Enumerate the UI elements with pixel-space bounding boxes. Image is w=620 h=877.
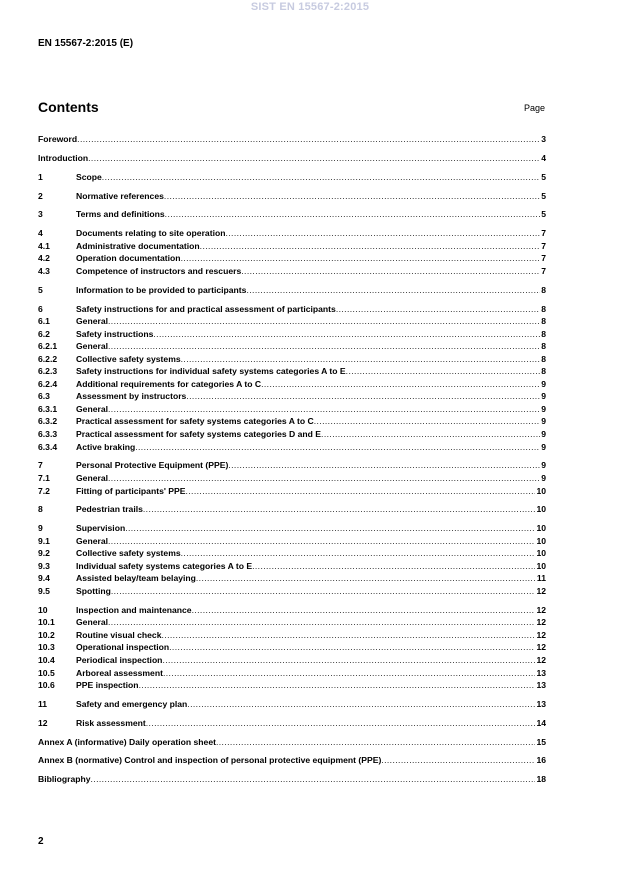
- toc-entry-number: 1: [38, 171, 43, 182]
- toc-entry-number: 10.4: [38, 654, 55, 665]
- toc-entry-title: Assisted belay/team belaying: [76, 573, 196, 584]
- toc-entry-number: 4.3: [38, 265, 50, 276]
- toc-entry-title: Annex B (normative) Control and inspection of personal protective equipment (PPE): [38, 755, 382, 766]
- toc-dot-leader: [216, 736, 535, 749]
- toc-entry-page: 15: [536, 736, 546, 747]
- toc-entry-page: 16: [536, 755, 546, 766]
- toc-entry[interactable]: [38, 717, 546, 730]
- toc-entry[interactable]: [38, 535, 546, 548]
- toc-entry-page: 10: [536, 535, 546, 546]
- toc-entry[interactable]: [38, 328, 546, 341]
- contents-heading: Contents: [38, 99, 99, 115]
- toc-entry-title: Safety instructions for and practical assessment of participants: [76, 303, 336, 314]
- toc-entry-title: Competence of instructors and rescuers: [76, 265, 242, 276]
- toc-dot-leader: [108, 403, 540, 416]
- toc-entry-page: 8: [541, 328, 546, 339]
- toc-entry-title: Spotting: [76, 585, 111, 596]
- toc-dot-leader: [163, 667, 536, 680]
- toc-entry-page: 5: [541, 209, 546, 220]
- toc-dot-leader: [108, 616, 535, 629]
- toc-dot-leader: [77, 133, 540, 146]
- toc-entry-title: Practical assessment for safety systems categories A to C: [76, 416, 314, 427]
- toc-dot-leader: [192, 604, 536, 617]
- toc-entry-number: 6.2.3: [38, 366, 58, 377]
- toc-entry[interactable]: [38, 227, 546, 240]
- toc-entry-title: Terms and definitions: [76, 209, 165, 220]
- toc-entry-title: Pedestrian trails: [76, 504, 143, 515]
- toc-dot-leader: [181, 547, 536, 560]
- toc-entry-page: 9: [541, 391, 546, 402]
- toc-entry-number: 10.5: [38, 667, 55, 678]
- toc-entry-page: 10: [536, 548, 546, 559]
- toc-entry-number: 4.1: [38, 240, 50, 251]
- toc-entry[interactable]: [38, 441, 546, 454]
- toc-entry-number: 6.3: [38, 391, 50, 402]
- toc-entry[interactable]: [38, 303, 546, 316]
- toc-dot-leader: [381, 754, 535, 767]
- toc-entry[interactable]: [38, 547, 546, 560]
- toc-entry-number: 10.1: [38, 617, 55, 628]
- toc-entry-page: 12: [536, 642, 546, 653]
- toc-entry[interactable]: [38, 560, 546, 573]
- toc-entry-number: 9.4: [38, 573, 50, 584]
- toc-entry-title: Individual safety systems categories A to E: [76, 560, 253, 571]
- toc-entry-number: 6.2.1: [38, 341, 58, 352]
- toc-entry-title: Annex A (informative) Daily operation sheet: [38, 736, 216, 747]
- toc-dot-leader: [187, 698, 535, 711]
- toc-entry-page: 7: [541, 228, 546, 239]
- toc-entry-title: General: [76, 617, 109, 628]
- toc-entry-page: 7: [541, 265, 546, 276]
- toc-dot-leader: [346, 365, 541, 378]
- toc-entry-page: 9: [541, 429, 546, 440]
- toc-entry-title: General: [76, 535, 109, 546]
- toc-entry-page: 8: [541, 303, 546, 314]
- toc-entry-title: Foreword: [38, 134, 78, 144]
- toc-dot-leader: [143, 503, 536, 516]
- toc-dot-leader: [321, 428, 540, 441]
- toc-dot-leader: [108, 472, 540, 485]
- toc-dot-leader: [135, 441, 540, 454]
- toc-entry-page: 4: [541, 152, 546, 163]
- toc-entry-title: Operation documentation: [76, 253, 181, 264]
- toc-entry-title: Bibliography: [38, 774, 91, 785]
- toc-entry-page: 8: [541, 366, 546, 377]
- toc-entry[interactable]: [38, 240, 546, 253]
- toc-dot-leader: [108, 340, 540, 353]
- toc-entry[interactable]: [38, 616, 546, 629]
- toc-entry-page: 10: [536, 504, 546, 515]
- toc-entry[interactable]: [38, 315, 546, 328]
- toc-entry-number: 4.2: [38, 253, 50, 264]
- toc-entry[interactable]: [38, 485, 546, 498]
- toc-entry-page: 12: [536, 617, 546, 628]
- toc-dot-leader: [241, 265, 540, 278]
- toc-entry[interactable]: [38, 390, 546, 403]
- toc-entry-number: 9.1: [38, 535, 50, 546]
- toc-entry-number: 6: [38, 303, 43, 314]
- toc-entry-page: 8: [541, 316, 546, 327]
- toc-entry-title: Information to be provided to participants: [76, 284, 247, 295]
- toc-entry-number: 9: [38, 523, 43, 534]
- toc-dot-leader: [111, 585, 536, 598]
- toc-entry-number: 6.3.1: [38, 403, 58, 414]
- toc-entry-page: 8: [541, 353, 546, 364]
- toc-entry[interactable]: [38, 585, 546, 598]
- toc-entry-title: Collective safety systems: [76, 353, 181, 364]
- toc-dot-leader: [108, 535, 535, 548]
- toc-entry-page: 12: [536, 654, 546, 665]
- toc-entry-number: 6.2: [38, 328, 50, 339]
- toc-entry-page: 12: [536, 629, 546, 640]
- toc-entry-title: Safety instructions: [76, 328, 154, 339]
- toc-entry-page: 9: [541, 416, 546, 427]
- toc-dot-leader: [108, 315, 540, 328]
- toc-entry[interactable]: [38, 152, 546, 165]
- toc-entry[interactable]: [38, 572, 546, 585]
- toc-entry[interactable]: [38, 698, 546, 711]
- toc-dot-leader: [91, 773, 536, 786]
- toc-dot-leader: [225, 227, 540, 240]
- toc-entry-title: Arboreal assessment: [76, 667, 163, 678]
- toc-entry[interactable]: [38, 353, 546, 366]
- toc-dot-leader: [196, 572, 536, 585]
- toc-dot-leader: [314, 415, 541, 428]
- toc-entry[interactable]: [38, 641, 546, 654]
- watermark: SIST EN 15567-2:2015: [250, 1, 370, 13]
- toc-entry-number: 4: [38, 228, 43, 239]
- toc-dot-leader: [162, 654, 535, 667]
- toc-entry-number: 6.2.2: [38, 353, 58, 364]
- toc-entry[interactable]: [38, 503, 546, 516]
- toc-entry-number: 10.3: [38, 642, 55, 653]
- toc-dot-leader: [153, 328, 540, 341]
- toc-entry-title: Operational inspection: [76, 642, 170, 653]
- toc-entry-number: 11: [38, 698, 48, 709]
- toc-entry-number: 10.6: [38, 680, 55, 691]
- toc-entry-title: Inspection and maintenance: [76, 604, 192, 615]
- toc-entry[interactable]: [38, 190, 546, 203]
- toc-entry-title: Safety and emergency plan: [76, 698, 188, 709]
- toc-entry[interactable]: [38, 736, 546, 749]
- toc-entry-number: 2: [38, 190, 43, 201]
- toc-entry-page: 12: [536, 604, 546, 615]
- toc-entry-title: Additional requirements for categories A to C: [76, 378, 262, 389]
- toc-entry-title: Active braking: [76, 441, 136, 452]
- toc-entry-number: 12: [38, 717, 48, 728]
- toc-entry[interactable]: [38, 667, 546, 680]
- toc-entry-page: 12: [536, 585, 546, 596]
- toc-entry-page: 9: [541, 403, 546, 414]
- toc-entry-number: 6.1: [38, 316, 50, 327]
- toc-entry-title: Fitting of participants' PPE: [76, 485, 186, 496]
- toc-entry[interactable]: [38, 629, 546, 642]
- toc-entry-number: 7.2: [38, 485, 50, 496]
- toc-entry-page: 10: [536, 523, 546, 534]
- toc-entry[interactable]: [38, 265, 546, 278]
- page-column-label: Page: [523, 103, 545, 113]
- toc-entry-title: Assessment by instructors: [76, 391, 187, 402]
- toc-entry-title: Supervision: [76, 523, 126, 534]
- toc-entry-number: 6.3.2: [38, 416, 58, 427]
- toc-entry[interactable]: [38, 773, 546, 786]
- toc-entry-number: 6.3.3: [38, 429, 58, 440]
- toc-entry-number: 5: [38, 284, 43, 295]
- toc-entry[interactable]: [38, 378, 546, 391]
- toc-entry-page: 9: [541, 441, 546, 452]
- toc-entry-title: Practical assessment for safety systems categories D and E: [76, 429, 322, 440]
- toc-entry-title: Routine visual check: [76, 629, 162, 640]
- toc-entry-page: 14: [536, 717, 546, 728]
- toc-entry-title: Safety instructions for individual safety systems categories A to E: [76, 366, 346, 377]
- toc-entry-page: 9: [541, 460, 546, 471]
- toc-entry[interactable]: [38, 133, 546, 146]
- toc-entry-title: Scope: [76, 171, 102, 182]
- toc-dot-leader: [88, 152, 540, 165]
- toc-entry-title: Periodical inspection: [76, 654, 163, 665]
- toc-entry-number: 8: [38, 504, 43, 515]
- toc-entry-title: PPE inspection: [76, 680, 139, 691]
- toc-entry-page: 9: [541, 378, 546, 389]
- toc-entry-number: 7: [38, 460, 43, 471]
- toc-entry[interactable]: [38, 472, 546, 485]
- toc-entry-page: 13: [536, 698, 546, 709]
- toc-entry[interactable]: [38, 428, 546, 441]
- toc-entry[interactable]: [38, 679, 546, 692]
- toc-entry[interactable]: [38, 208, 546, 221]
- toc-dot-leader: [164, 190, 540, 203]
- toc-entry-number: 9.5: [38, 585, 50, 596]
- toc-dot-leader: [139, 679, 536, 692]
- toc-entry-page: 18: [536, 774, 546, 785]
- toc-entry-page: 5: [541, 190, 546, 201]
- toc-entry-page: 9: [541, 472, 546, 483]
- toc-entry-title: Documents relating to site operation: [76, 228, 226, 239]
- toc-entry-title: Administrative documentation: [76, 240, 200, 251]
- toc-entry-page: 7: [541, 253, 546, 264]
- toc-entry-title: Risk assessment: [76, 717, 146, 728]
- toc-entry-title: General: [76, 316, 109, 327]
- toc-dot-leader: [185, 485, 535, 498]
- toc-dot-leader: [169, 641, 535, 654]
- toc-entry-title: Normative references: [76, 190, 164, 201]
- toc-entry[interactable]: [38, 284, 546, 297]
- toc-entry[interactable]: [38, 522, 546, 535]
- toc-dot-leader: [102, 171, 540, 184]
- toc-entry[interactable]: [38, 252, 546, 265]
- toc-entry[interactable]: [38, 340, 546, 353]
- toc-dot-leader: [261, 378, 540, 391]
- toc-dot-leader: [146, 717, 536, 730]
- toc-entry-page: 3: [541, 134, 546, 144]
- toc-entry-number: 10: [38, 604, 48, 615]
- toc-entry[interactable]: [38, 654, 546, 667]
- toc-entry-number: 6.3.4: [38, 441, 58, 452]
- toc-entry-page: 13: [536, 667, 546, 678]
- toc-entry[interactable]: [38, 754, 546, 767]
- toc-dot-leader: [165, 208, 541, 221]
- toc-entry-title: Introduction: [38, 152, 89, 163]
- toc-entry-title: Personal Protective Equipment (PPE): [76, 460, 229, 471]
- document-identifier: EN 15567-2:2015 (E): [38, 38, 134, 49]
- toc-entry-number: 10.2: [38, 629, 55, 640]
- toc-entry-number: 9.3: [38, 560, 50, 571]
- toc-entry-page: 13: [536, 680, 546, 691]
- toc-dot-leader: [252, 560, 535, 573]
- toc-entry-number: 3: [38, 209, 43, 220]
- toc-entry-page: 5: [541, 171, 546, 182]
- toc-entry-title: Collective safety systems: [76, 548, 181, 559]
- toc-entry-page: 10: [536, 485, 546, 496]
- toc-dot-leader: [186, 390, 540, 403]
- toc-entry-title: General: [76, 403, 109, 414]
- toc-dot-leader: [125, 522, 535, 535]
- toc-dot-leader: [246, 284, 540, 297]
- toc-dot-leader: [181, 252, 541, 265]
- toc-entry-page: 8: [541, 341, 546, 352]
- toc-entry-page: 7: [541, 240, 546, 251]
- toc-entry[interactable]: [38, 171, 546, 184]
- toc-entry[interactable]: [38, 365, 546, 378]
- toc-dot-leader: [228, 459, 540, 472]
- toc-entry-page: 8: [541, 284, 546, 295]
- toc-entry-title: General: [76, 341, 109, 352]
- toc-entry-title: General: [76, 472, 109, 483]
- toc-entry-page: 11: [536, 573, 546, 584]
- toc-entry[interactable]: [38, 403, 546, 416]
- toc-entry-page: 10: [536, 560, 546, 571]
- toc-dot-leader: [336, 303, 540, 316]
- toc-dot-leader: [200, 240, 541, 253]
- toc-entry[interactable]: [38, 415, 546, 428]
- toc-entry-number: 6.2.4: [38, 378, 58, 389]
- page-number: 2: [38, 836, 44, 847]
- toc-entry-number: 9.2: [38, 548, 50, 559]
- toc-entry[interactable]: [38, 604, 546, 617]
- toc-entry[interactable]: [38, 459, 546, 472]
- toc-entry-number: 7.1: [38, 472, 50, 483]
- toc-dot-leader: [162, 629, 536, 642]
- table-of-contents: [38, 133, 546, 786]
- toc-dot-leader: [181, 353, 541, 366]
